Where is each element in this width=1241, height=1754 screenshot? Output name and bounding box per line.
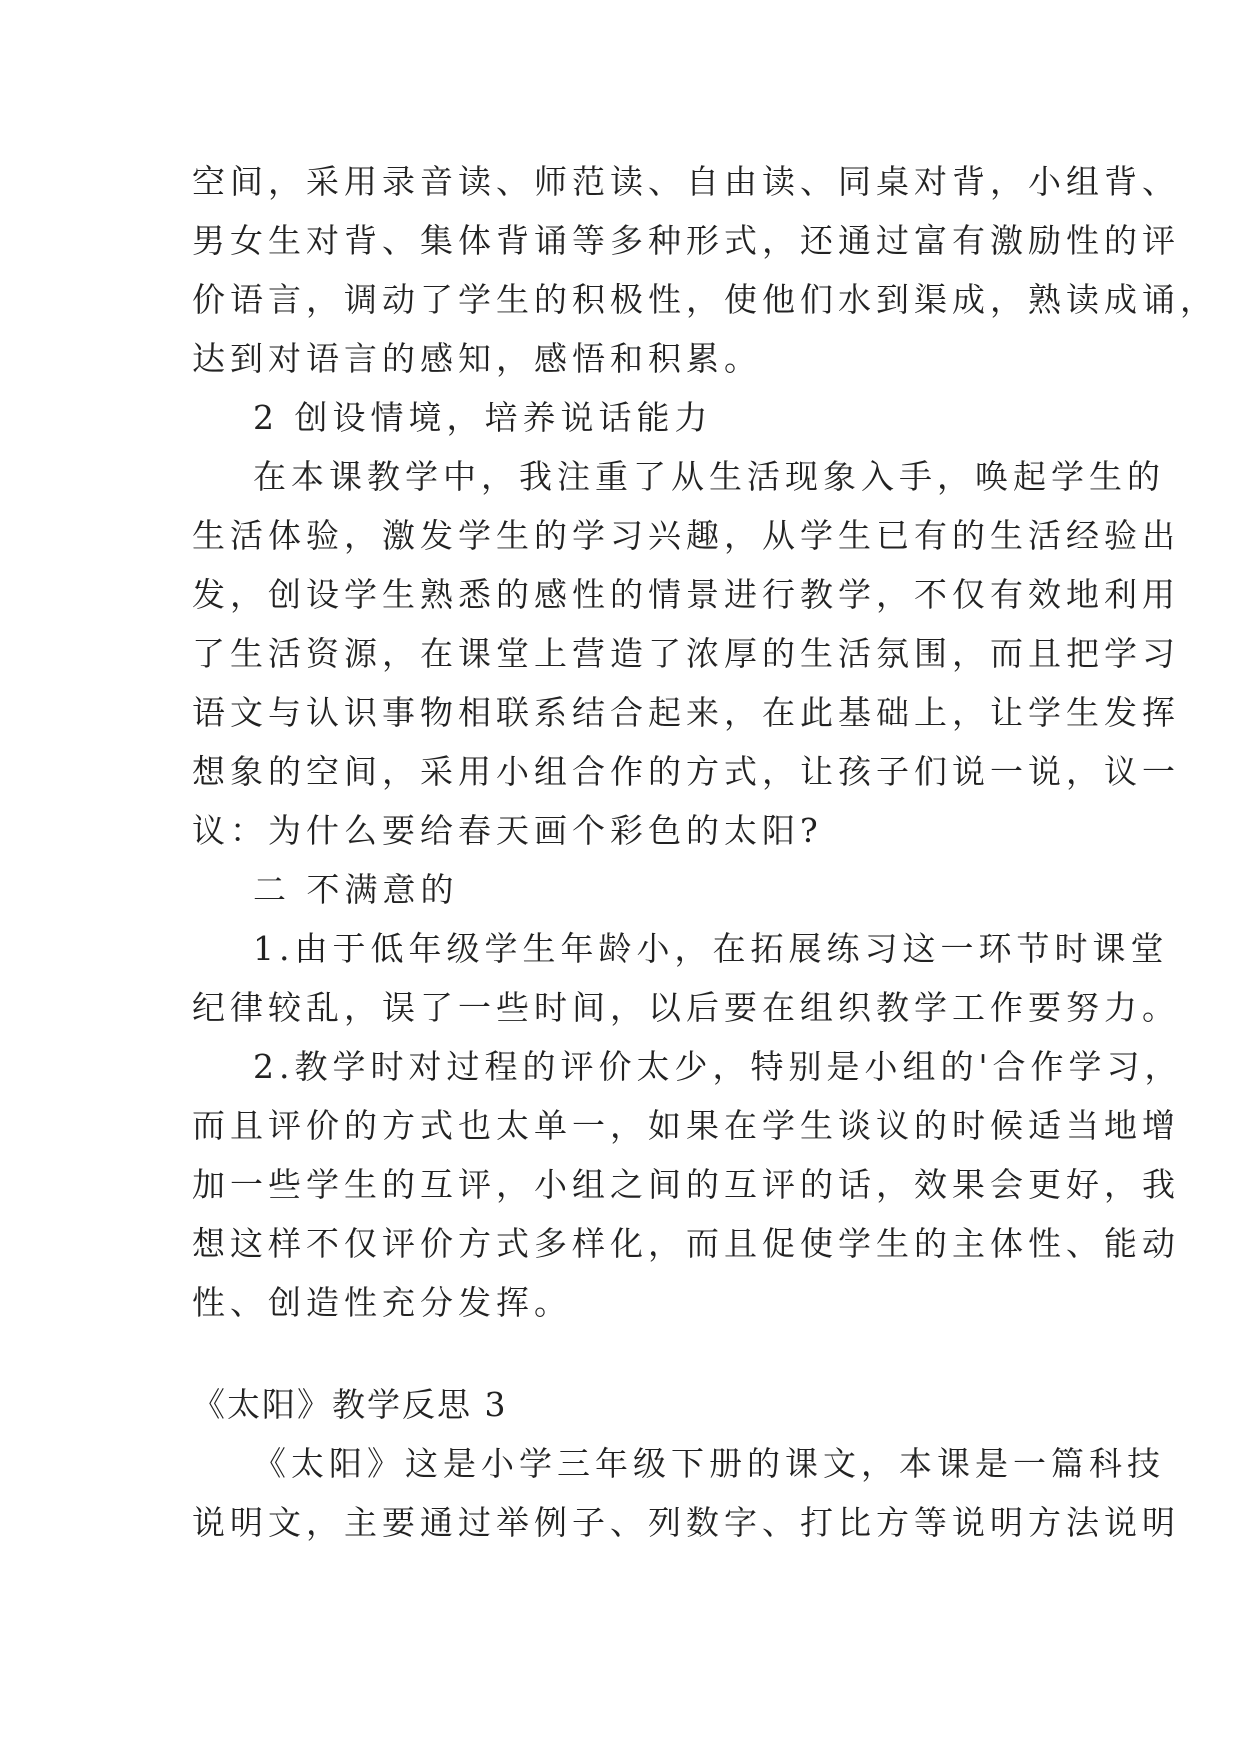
text-line: 男女生对背、集体背诵等多种形式，还通过富有激励性的评 [192,221,1180,260]
paragraph-start-line: 2.教学时对过程的评价太少，特别是小组的'合作学习， [253,1047,1183,1086]
text-line: 生活体验，激发学生的学习兴趣，从学生已有的生活经验出 [192,516,1180,555]
text-line: 达到对语言的感知，感悟和积累。 [192,339,762,378]
paragraph-start-line: 在本课教学中，我注重了从生活现象入手，唤起学生的 [253,457,1165,496]
text-line: 想这样不仅评价方式多样化，而且促使学生的主体性、能动 [192,1224,1180,1263]
text-line: 发，创设学生熟悉的感性的情景进行教学，不仅有效地利用 [192,575,1180,614]
subheading-line: 2 创设情境，培养说话能力 [253,398,713,437]
text-line: 说明文，主要通过举例子、列数字、打比方等说明方法说明 [192,1503,1180,1542]
text-line: 纪律较乱，误了一些时间，以后要在组织教学工作要努力。 [192,988,1180,1027]
text-line: 想象的空间，采用小组合作的方式，让孩子们说一说，议一 [192,752,1180,791]
text-line: 性、创造性充分发挥。 [192,1283,572,1322]
text-line: 空间，采用录音读、师范读、自由读、同桌对背，小组背、 [192,162,1180,201]
text-line: 议：为什么要给春天画个彩色的太阳? [192,811,823,850]
section-title: 《太阳》教学反思 3 [192,1385,508,1424]
text-line: 语文与认识事物相联系结合起来，在此基础上，让学生发挥 [192,693,1180,732]
subheading-line: 二 不满意的 [253,870,459,909]
text-line: 而且评价的方式也太单一，如果在学生谈议的时候适当地增 [192,1106,1180,1145]
text-line: 价语言，调动了学生的积极性，使他们水到渠成，熟读成诵， [192,280,1218,319]
paragraph-start-line: 《太阳》这是小学三年级下册的课文，本课是一篇科技 [253,1444,1165,1483]
text-line: 加一些学生的互评，小组之间的互评的话，效果会更好，我 [192,1165,1180,1204]
text-line: 了生活资源，在课堂上营造了浓厚的生活氛围，而且把学习 [192,634,1180,673]
paragraph-start-line: 1.由于低年级学生年龄小，在拓展练习这一环节时课堂 [253,929,1169,968]
